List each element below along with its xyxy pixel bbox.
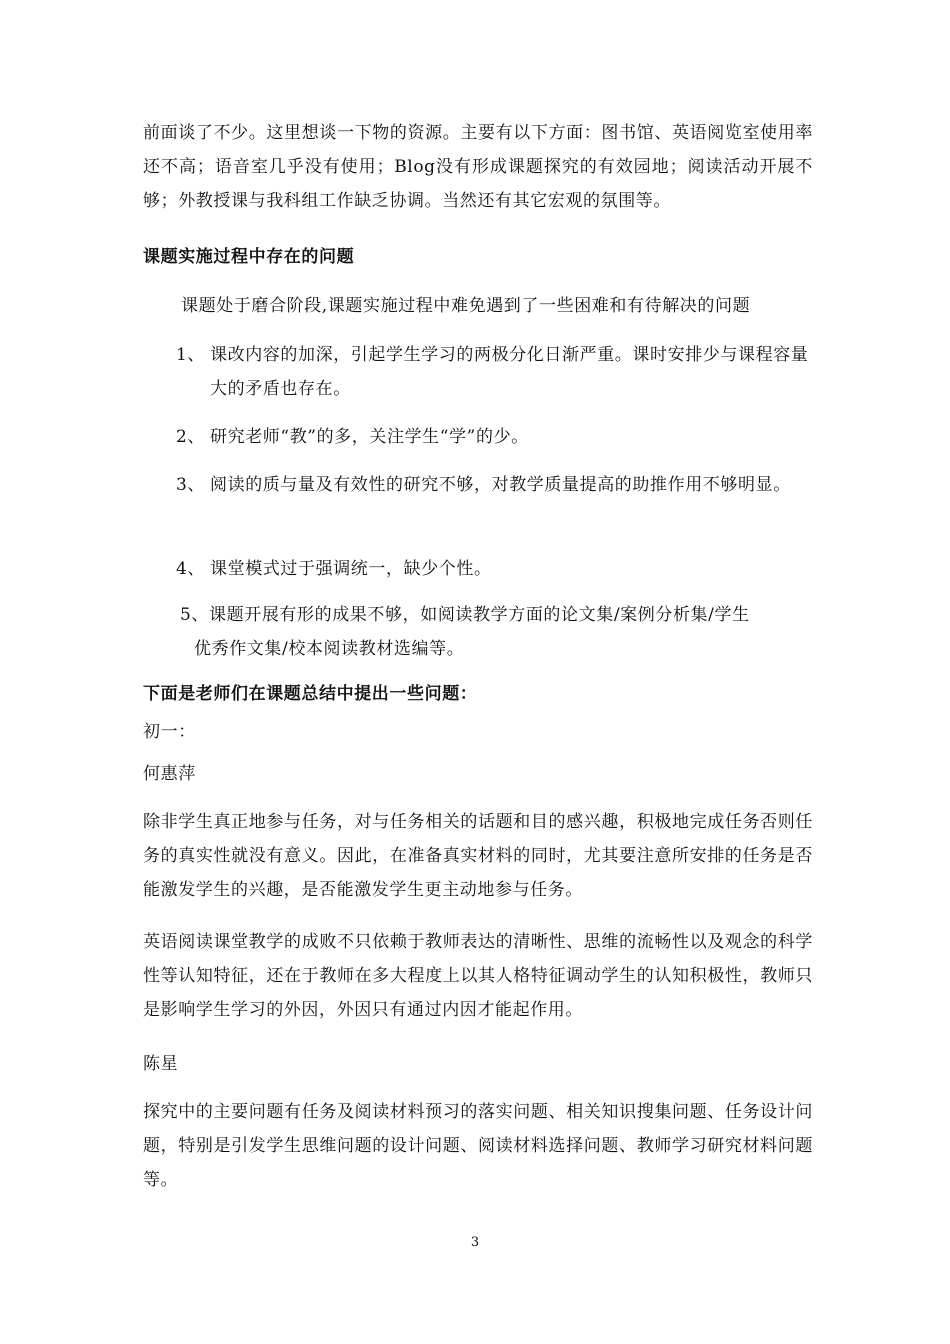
teacher2-paragraph-1: 探究中的主要问题有任务及阅读材料预习的落实问题、相关知识搜集问题、任务设计问题，特别是引发学生思维问题的设计问题、阅读材料选择问题、教师学习研究材料问题等。 — [143, 1102, 813, 1190]
teacher-name-2: 陈星 — [143, 1054, 179, 1074]
issue-number: 1、 — [176, 345, 206, 365]
teacher-name-1: 何惠萍 — [143, 764, 196, 784]
issue-number: 4、 — [176, 559, 206, 579]
section-heading-teacher-issues: 下面是老师们在课题总结中提出一些问题： — [143, 684, 478, 704]
issue-item-1 — [176, 338, 816, 406]
section-heading-problems: 课题实施过程中存在的问题 — [143, 247, 355, 267]
page-number: 3 — [470, 1235, 480, 1250]
intro-paragraph: 前面谈了不少。这里想谈一下物的资源。主要有以下方面：图书馆、英语阅览室使用率还不高；语音室几乎没有使用；Blog没有形成课题探究的有效园地；阅读活动开展不够；外教授课与我科组工作缺乏协调。当然还有其它宏观的氛围等。 — [143, 123, 813, 211]
issue-number: 3、 — [176, 475, 206, 495]
issue-number: 5、 — [180, 605, 210, 625]
issue-text: 阅读的质与量及有效性的研究不够，对教学质量提高的助推作用不够明显。 — [210, 475, 791, 495]
issue-text: 课堂模式过于强调统一，缺少个性。 — [210, 559, 492, 579]
section-intro-paragraph: 课题处于磨合阶段,课题实施过程中难免遇到了一些困难和有待解决的问题 — [181, 296, 751, 316]
issue-text-line1: 课题开展有形的成果不够，如阅读教学方面的论文集/案例分析集/学生 — [209, 605, 750, 625]
teacher1-paragraph-2: 英语阅读课堂教学的成败不只依赖于教师表达的清晰性、思维的流畅性以及观念的科学性等认知特征，还在于教师在多大程度上以其人格特征调动学生的认知积极性，教师只是影响学生学习的外因，外因只有通过内因才能起作用。 — [143, 932, 813, 1020]
issue-item-4 — [176, 552, 816, 586]
issue-text: 研究老师“教”的多，关注学生“学”的少。 — [210, 427, 529, 447]
issue-item-5 — [180, 598, 816, 666]
grade-label: 初一： — [143, 722, 196, 742]
issue-item-2 — [176, 420, 816, 454]
issue-item-3 — [176, 468, 816, 502]
issue-text-line2: 优秀作文集/校本阅读教材选编等。 — [194, 639, 465, 659]
teacher1-paragraph-1: 除非学生真正地参与任务，对与任务相关的话题和目的感兴趣，积极地完成任务否则任务的真实性就没有意义。因此，在准备真实材料的同时，尤其要注意所安排的任务是否能激发学生的兴趣，是否能激发学生更主动地参与任务。 — [143, 812, 813, 900]
issue-text: 课改内容的加深，引起学生学习的两极分化日渐严重。课时安排少与课程容量大的矛盾也存在。 — [210, 345, 809, 399]
issue-number: 2、 — [176, 427, 206, 447]
